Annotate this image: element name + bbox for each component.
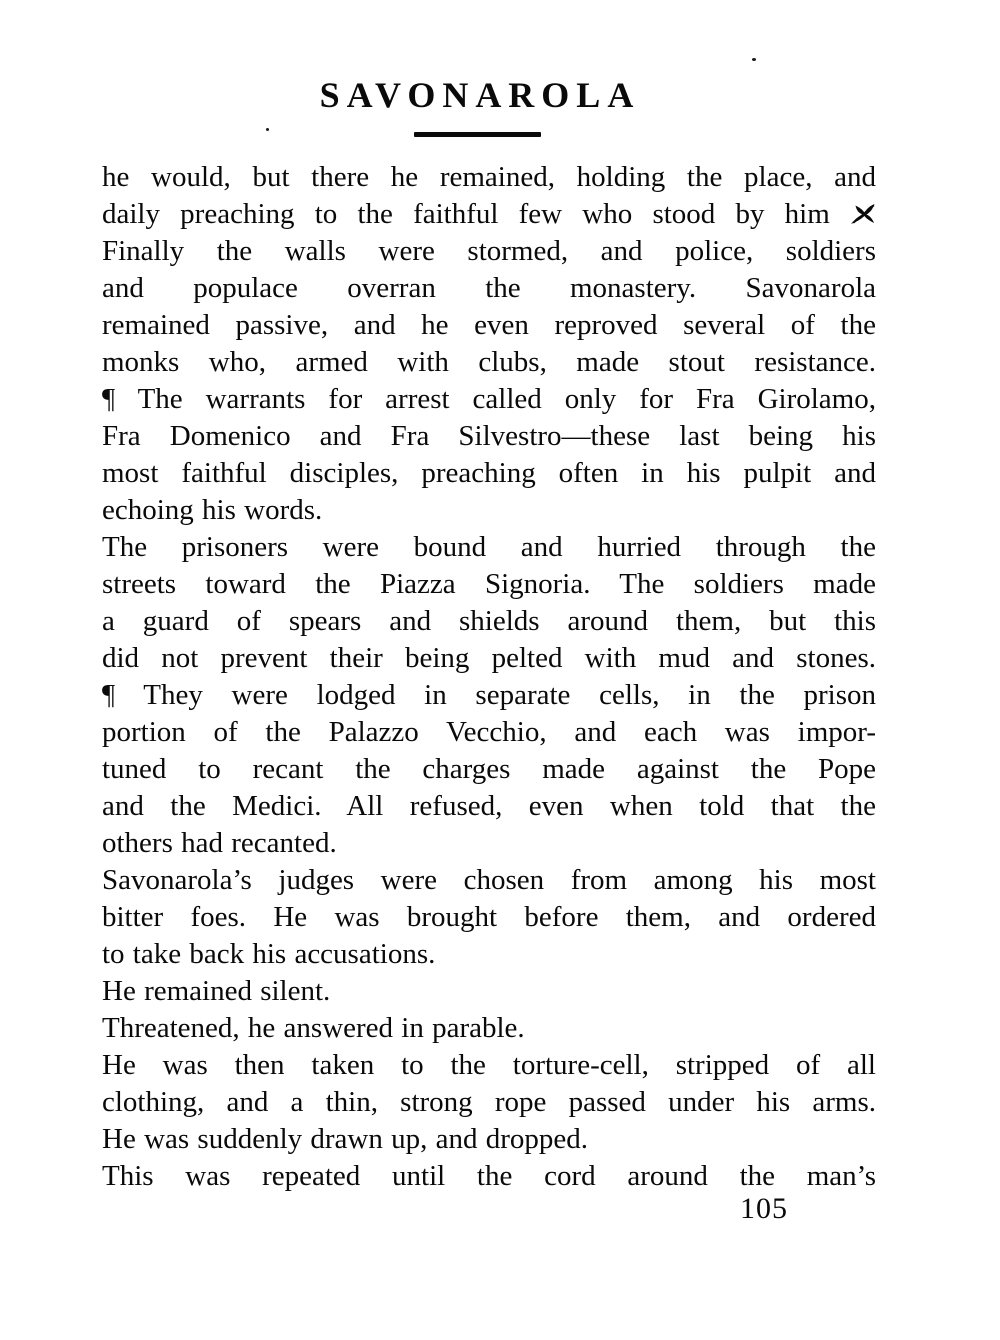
text-line: and the Medici. All refused, even when told that the [102,790,876,822]
text-line [102,196,876,233]
text-line: The prisoners were bound and hurried through the [102,531,876,563]
text-line: tuned to recant the charges made against the Pope [102,753,876,785]
text-line: Fra Domenico and Fra Silvestro—these last being his [102,420,876,452]
text-line: did not prevent their being pelted with mud and stones. [102,642,876,674]
title-divider-rule [414,132,541,137]
text-line: most faithful disciples, preaching often in his pulpit and [102,457,876,489]
text-line: bitter foes. He was brought before them, and ordered [102,901,876,933]
page-title: SAVONAROLA [319,75,641,115]
text-line: a guard of spears and shields around them, but this [102,605,876,637]
text-line: monks who, armed with clubs, made stout resistance. [102,346,876,378]
text-line: Threatened, he answered in parable. [102,1012,525,1044]
text-line: He was then taken to the torture-cell, stripped of all [102,1049,876,1081]
text-line: remained passive, and he even reproved several of the [102,309,876,341]
scan-speck [266,128,269,131]
text-line: He remained silent. [102,975,331,1007]
scan-speck [752,58,756,61]
text-line: Savonarola’s judges were chosen from among his most [102,864,876,896]
text-line: Finally the walls were stormed, and police, soldiers [102,235,876,267]
fleuron-icon [850,198,876,235]
text-line: This was repeated until the cord around the man’s [102,1160,876,1192]
page-number: 105 [740,1192,788,1225]
text-line-content: daily preaching to the faithful few who stood by him [102,198,830,230]
text-line: streets toward the Piazza Signoria. The soldiers made [102,568,876,600]
text-line: ¶ The warrants for arrest called only for Fra Girolamo, [102,383,876,415]
text-line: he would, but there he remained, holding the place, and [102,161,876,193]
text-line: to take back his accusations. [102,938,436,970]
text-line: portion of the Palazzo Vecchio, and each was impor- [102,716,876,748]
text-line: echoing his words. [102,494,323,526]
body-text [102,159,876,1195]
text-line: ¶ They were lodged in separate cells, in the prison [102,679,876,711]
text-line: clothing, and a thin, strong rope passed under his arms. [102,1086,876,1118]
text-line: and populace overran the monastery. Savonarola [102,272,876,304]
text-line: He was suddenly drawn up, and dropped. [102,1123,589,1155]
text-line: others had recanted. [102,827,337,859]
